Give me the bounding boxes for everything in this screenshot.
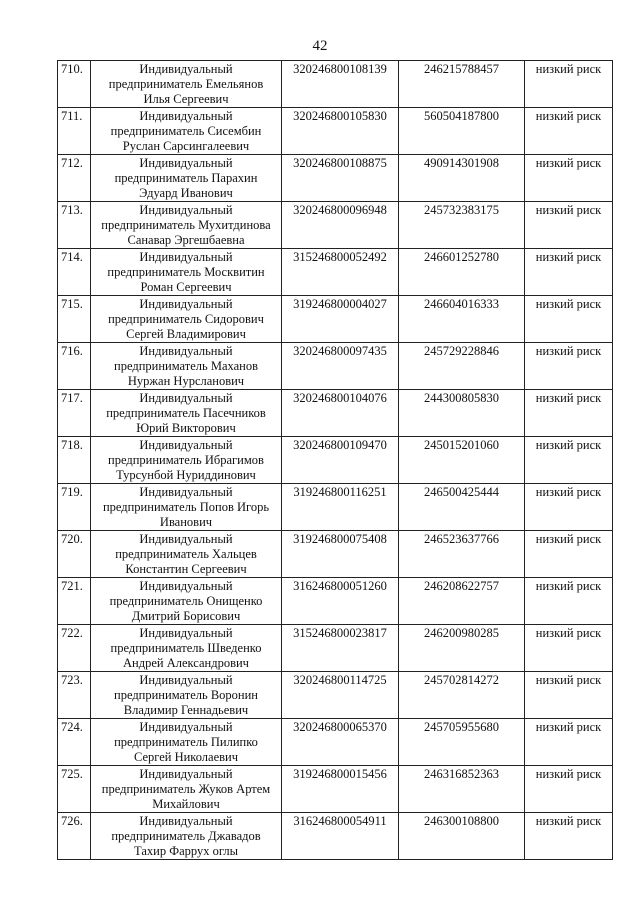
table-row xyxy=(58,625,613,672)
row-number: 716. xyxy=(58,343,91,390)
row-number: 721. xyxy=(58,578,91,625)
table-row xyxy=(58,672,613,719)
inn-value: 560504187800 xyxy=(399,108,525,155)
inn-value: 246208622757 xyxy=(399,578,525,625)
row-number: 725. xyxy=(58,766,91,813)
entrepreneur-name: Индивидуальный предприниматель Емельянов Илья Сергеевич xyxy=(91,61,282,108)
inn-value: 246316852363 xyxy=(399,766,525,813)
table-row xyxy=(58,390,613,437)
risk-level: низкий риск xyxy=(525,61,613,108)
table-row xyxy=(58,813,613,860)
ogrn-value: 320246800065370 xyxy=(282,719,399,766)
ogrn-value: 319246800075408 xyxy=(282,531,399,578)
inn-value: 245702814272 xyxy=(399,672,525,719)
risk-level: низкий риск xyxy=(525,672,613,719)
risk-level: низкий риск xyxy=(525,437,613,484)
registry-table-body xyxy=(58,61,613,860)
table-row xyxy=(58,202,613,249)
table-row xyxy=(58,61,613,108)
risk-level: низкий риск xyxy=(525,108,613,155)
entrepreneur-name: Индивидуальный предприниматель Пасечников Юрий Викторович xyxy=(91,390,282,437)
table-row xyxy=(58,719,613,766)
table-row xyxy=(58,437,613,484)
ogrn-value: 315246800052492 xyxy=(282,249,399,296)
table-row xyxy=(58,296,613,343)
risk-level: низкий риск xyxy=(525,343,613,390)
ogrn-value: 319246800116251 xyxy=(282,484,399,531)
entrepreneur-name: Индивидуальный предприниматель Ибрагимов Турсунбой Нуриддинович xyxy=(91,437,282,484)
entrepreneur-name: Индивидуальный предприниматель Парахин Эдуард Иванович xyxy=(91,155,282,202)
inn-value: 245705955680 xyxy=(399,719,525,766)
ogrn-value: 319246800015456 xyxy=(282,766,399,813)
entrepreneur-name: Индивидуальный предприниматель Пилипко Сергей Николаевич xyxy=(91,719,282,766)
inn-value: 246604016333 xyxy=(399,296,525,343)
row-number: 710. xyxy=(58,61,91,108)
ogrn-value: 320246800097435 xyxy=(282,343,399,390)
ogrn-value: 316246800051260 xyxy=(282,578,399,625)
row-number: 719. xyxy=(58,484,91,531)
table-row xyxy=(58,578,613,625)
row-number: 718. xyxy=(58,437,91,484)
risk-level: низкий риск xyxy=(525,296,613,343)
ogrn-value: 320246800108139 xyxy=(282,61,399,108)
risk-level: низкий риск xyxy=(525,155,613,202)
inn-value: 246300108800 xyxy=(399,813,525,860)
entrepreneur-name: Индивидуальный предприниматель Маханов Нуржан Нурсланович xyxy=(91,343,282,390)
risk-level: низкий риск xyxy=(525,625,613,672)
risk-level: низкий риск xyxy=(525,202,613,249)
row-number: 712. xyxy=(58,155,91,202)
risk-level: низкий риск xyxy=(525,578,613,625)
risk-level: низкий риск xyxy=(525,813,613,860)
row-number: 723. xyxy=(58,672,91,719)
ogrn-value: 319246800004027 xyxy=(282,296,399,343)
row-number: 720. xyxy=(58,531,91,578)
ogrn-value: 320246800114725 xyxy=(282,672,399,719)
entrepreneur-name: Индивидуальный предприниматель Воронин Владимир Геннадьевич xyxy=(91,672,282,719)
inn-value: 246215788457 xyxy=(399,61,525,108)
entrepreneur-name: Индивидуальный предприниматель Москвитин Роман Сергеевич xyxy=(91,249,282,296)
inn-value: 245015201060 xyxy=(399,437,525,484)
table-row xyxy=(58,766,613,813)
inn-value: 245729228846 xyxy=(399,343,525,390)
row-number: 726. xyxy=(58,813,91,860)
table-row xyxy=(58,108,613,155)
inn-value: 246200980285 xyxy=(399,625,525,672)
row-number: 717. xyxy=(58,390,91,437)
risk-level: низкий риск xyxy=(525,484,613,531)
entrepreneur-name: Индивидуальный предприниматель Джавадов Тахир Фаррух оглы xyxy=(91,813,282,860)
row-number: 713. xyxy=(58,202,91,249)
entrepreneur-name: Индивидуальный предприниматель Сисембин Руслан Сарсингалеевич xyxy=(91,108,282,155)
inn-value: 245732383175 xyxy=(399,202,525,249)
row-number: 711. xyxy=(58,108,91,155)
entrepreneur-name: Индивидуальный предприниматель Сидорович Сергей Владимирович xyxy=(91,296,282,343)
inn-value: 246500425444 xyxy=(399,484,525,531)
entrepreneur-name: Индивидуальный предприниматель Попов Игорь Иванович xyxy=(91,484,282,531)
ogrn-value: 320246800109470 xyxy=(282,437,399,484)
row-number: 714. xyxy=(58,249,91,296)
inn-value: 246523637766 xyxy=(399,531,525,578)
risk-level: низкий риск xyxy=(525,719,613,766)
ogrn-value: 315246800023817 xyxy=(282,625,399,672)
entrepreneur-name: Индивидуальный предприниматель Онищенко Дмитрий Борисович xyxy=(91,578,282,625)
entrepreneur-name: Индивидуальный предприниматель Мухитдинова Санавар Эргешбаевна xyxy=(91,202,282,249)
risk-level: низкий риск xyxy=(525,390,613,437)
row-number: 715. xyxy=(58,296,91,343)
ogrn-value: 320246800108875 xyxy=(282,155,399,202)
page-number: 42 xyxy=(312,38,328,54)
inn-value: 490914301908 xyxy=(399,155,525,202)
table-row xyxy=(58,249,613,296)
risk-level: низкий риск xyxy=(525,766,613,813)
ogrn-value: 320246800105830 xyxy=(282,108,399,155)
table-row xyxy=(58,531,613,578)
table-row xyxy=(58,484,613,531)
entrepreneur-name: Индивидуальный предприниматель Шведенко Андрей Александрович xyxy=(91,625,282,672)
risk-level: низкий риск xyxy=(525,531,613,578)
row-number: 724. xyxy=(58,719,91,766)
entrepreneur-name: Индивидуальный предприниматель Хальцев Константин Сергеевич xyxy=(91,531,282,578)
row-number: 722. xyxy=(58,625,91,672)
table-row xyxy=(58,155,613,202)
ogrn-value: 320246800104076 xyxy=(282,390,399,437)
inn-value: 246601252780 xyxy=(399,249,525,296)
risk-level: низкий риск xyxy=(525,249,613,296)
table-row xyxy=(58,343,613,390)
ogrn-value: 316246800054911 xyxy=(282,813,399,860)
registry-table xyxy=(57,60,613,860)
entrepreneur-name: Индивидуальный предприниматель Жуков Артем Михайлович xyxy=(91,766,282,813)
inn-value: 244300805830 xyxy=(399,390,525,437)
ogrn-value: 320246800096948 xyxy=(282,202,399,249)
